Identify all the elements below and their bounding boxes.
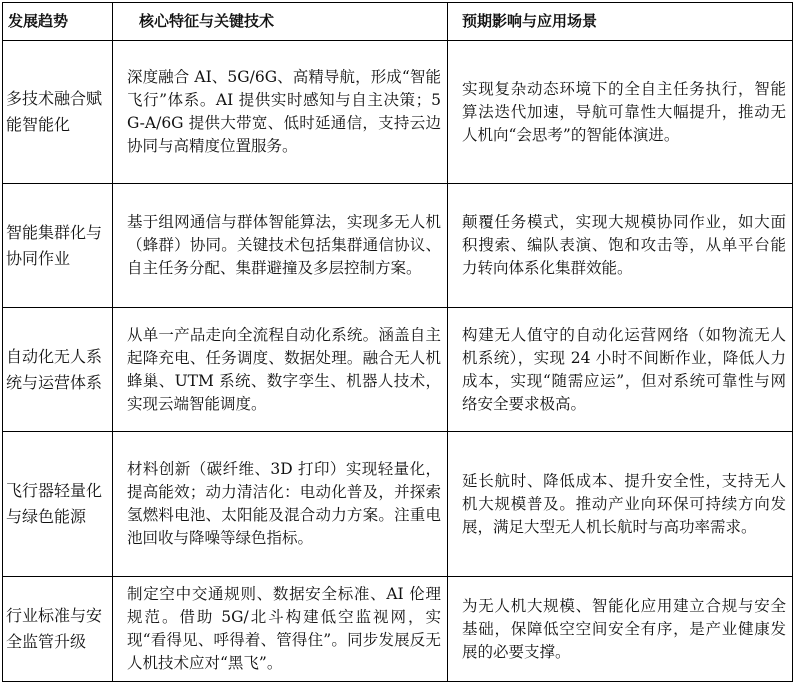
header-features: 核心特征与关键技术 [113, 3, 448, 41]
impact-cell: 构建无人值守的自动化运营网络（如物流无人机系统），实现 24 小时不间断作业，降低人力成本，实现“随需应运”，但对系统可靠性与网络安全要求极高。 [448, 308, 793, 432]
table-row [3, 432, 793, 577]
trend-cell: 多技术融合赋能智能化 [3, 41, 113, 184]
header-impact: 预期影响与应用场景 [448, 3, 793, 41]
features-cell: 从单一产品走向全流程自动化系统。涵盖自主起降充电、任务调度、数据处理。融合无人机蜂巢、UTM 系统、数字孪生、机器人技术，实现云端智能调度。 [113, 308, 448, 432]
trend-cell: 行业标准与安全监管升级 [3, 577, 113, 682]
impact-cell: 实现复杂动态环境下的全自主任务执行，智能算法迭代加速，导航可靠性大幅提升，推动无人机向“会思考”的智能体演进。 [448, 41, 793, 184]
trend-table [2, 2, 793, 682]
header-trend: 发展趋势 [3, 3, 113, 41]
header-row [3, 3, 793, 41]
trend-cell: 飞行器轻量化与绿色能源 [3, 432, 113, 577]
features-cell: 基于组网通信与群体智能算法，实现多无人机（蜂群）协同。关键技术包括集群通信协议、自主任务分配、集群避撞及多层控制方案。 [113, 184, 448, 308]
table-row [3, 184, 793, 308]
trend-cell: 自动化无人系统与运营体系 [3, 308, 113, 432]
impact-cell: 为无人机大规模、智能化应用建立合规与安全基础，保障低空空间安全有序，是产业健康发展的必要支撑。 [448, 577, 793, 682]
features-cell: 深度融合 AI、5G/6G、高精导航，形成“智能飞行”体系。AI 提供实时感知与自主决策；5G-A/6G 提供大带宽、低时延通信，支持云边协同与高精度位置服务。 [113, 41, 448, 184]
table-row [3, 577, 793, 682]
features-cell: 材料创新（碳纤维、3D 打印）实现轻量化，提高能效；动力清洁化：电动化普及，并探索氢燃料电池、太阳能及混合动力方案。注重电池回收与降噪等绿色指标。 [113, 432, 448, 577]
table-row [3, 41, 793, 184]
impact-cell: 延长航时、降低成本、提升安全性，支持无人机大规模普及。推动产业向环保可持续方向发展，满足大型无人机长航时与高功率需求。 [448, 432, 793, 577]
impact-cell: 颠覆任务模式，实现大规模协同作业，如大面积搜索、编队表演、饱和攻击等，从单平台能力转向体系化集群效能。 [448, 184, 793, 308]
features-cell: 制定空中交通规则、数据安全标准、AI 伦理规范。借助 5G/北斗构建低空监视网，实现“看得见、呼得着、管得住”。同步发展反无人机技术应对“黑飞”。 [113, 577, 448, 682]
table-row [3, 308, 793, 432]
trend-cell: 智能集群化与协同作业 [3, 184, 113, 308]
